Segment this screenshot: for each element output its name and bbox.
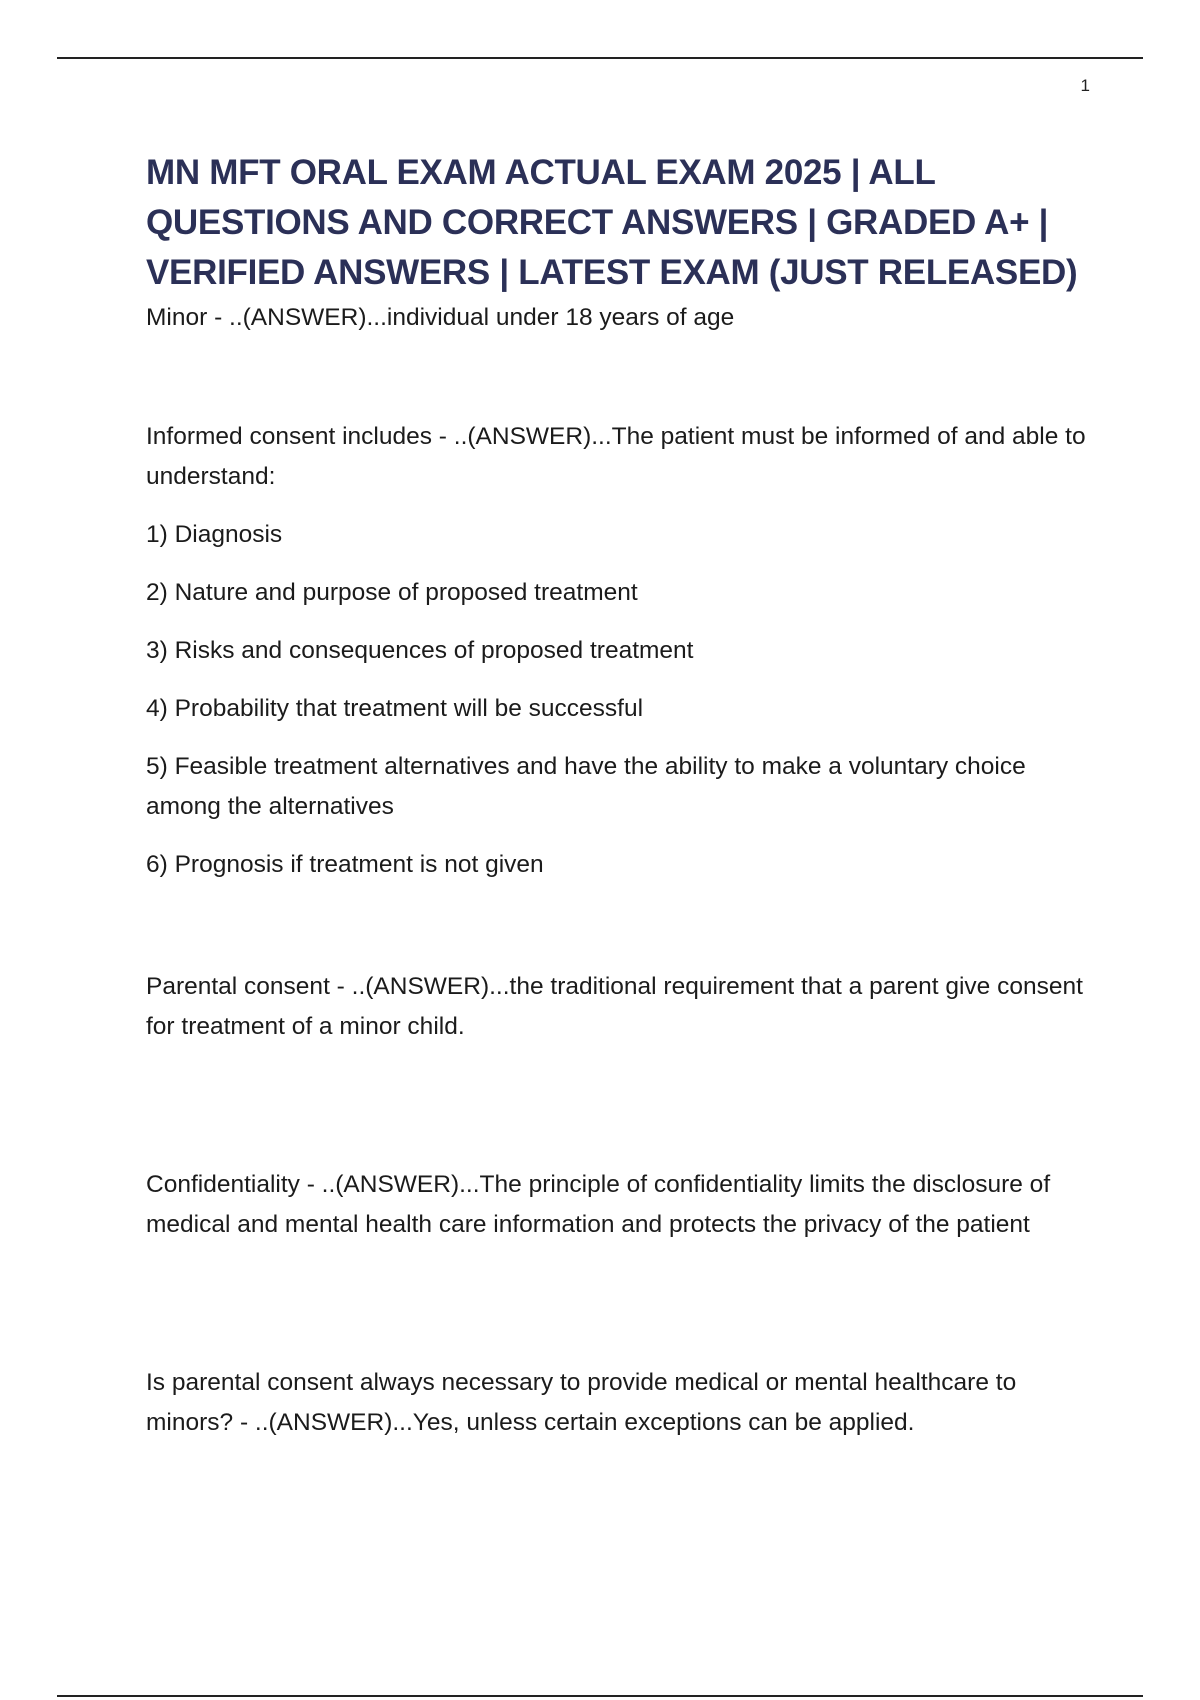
list-item: 3) Risks and consequences of proposed treatment [146,637,694,664]
entry-parental-consent-necessary [146,1363,1106,1443]
entry-informed-consent [146,417,1106,885]
top-rule [57,57,1143,59]
bottom-rule [57,1695,1143,1697]
entry-minor-text: Minor - ..(ANSWER)...individual under 18 years of age [146,304,735,331]
document-body [146,148,1106,1443]
list-item: 5) Feasible treatment alternatives and have the ability to make a voluntary choice among the alternatives [146,753,1026,820]
entry-parental-consent-necessary-text: Is parental consent always necessary to provide medical or mental healthcare to minors? - ..(ANSWER)...Yes, unless certain exceptions can be applied. [146,1369,1017,1436]
list-item: 2) Nature and purpose of proposed treatment [146,579,638,606]
list-item: 6) Prognosis if treatment is not given [146,851,544,878]
entry-parental-consent-text: Parental consent - ..(ANSWER)...the traditional requirement that a parent give consent for treatment of a minor child. [146,973,1083,1040]
list-item: 1) Diagnosis [146,521,283,548]
entry-minor [146,298,1106,338]
page-number: 1 [1080,76,1090,95]
document-title: MN MFT ORAL EXAM ACTUAL EXAM 2025 | ALL QUESTIONS AND CORRECT ANSWERS | GRADED A+ | VERIFIED ANSWERS | LATEST EXAM (JUST RELEASED) [146,153,1078,292]
list-item: 4) Probability that treatment will be successful [146,695,644,722]
entry-confidentiality [146,1165,1106,1245]
entry-confidentiality-text: Confidentiality - ..(ANSWER)...The principle of confidentiality limits the disclosure of medical and mental health care information and protects the privacy of the patient [146,1171,1051,1238]
entry-parental-consent [146,967,1106,1047]
entry-informed-consent-intro: Informed consent includes - ..(ANSWER)...The patient must be informed of and able to understand: [146,423,1086,490]
